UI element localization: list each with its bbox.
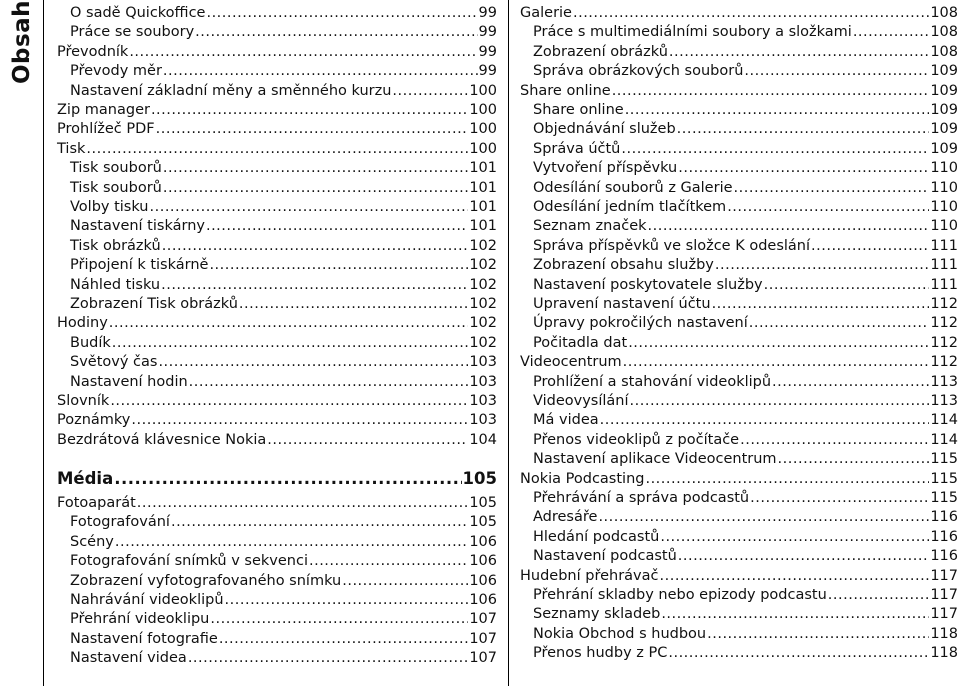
toc-entry-title: Upravení nastavení účtu: [533, 296, 711, 312]
toc-entry[interactable]: [520, 120, 958, 138]
toc-page-number: 106: [469, 553, 497, 570]
toc-entry[interactable]: [57, 353, 497, 371]
toc-page-number: 116: [930, 528, 958, 545]
toc-page-number: 99: [478, 5, 497, 21]
dot-leader: [621, 140, 929, 158]
toc-entry[interactable]: [520, 625, 958, 643]
dot-leader: [225, 591, 469, 609]
dot-leader: [239, 295, 468, 313]
toc-entry[interactable]: [57, 159, 497, 177]
toc-entry[interactable]: [520, 295, 958, 313]
toc-page-number: 100: [469, 82, 497, 99]
dot-leader: [150, 198, 469, 216]
toc-entry-title: Nahrávání videoklipů: [70, 592, 224, 608]
toc-page-number: 107: [469, 611, 497, 628]
dot-leader: [645, 470, 929, 488]
toc-entry[interactable]: [520, 644, 958, 662]
dot-leader: [131, 411, 468, 429]
toc-entry[interactable]: [57, 572, 497, 590]
toc-page-number: 111: [930, 237, 958, 254]
dot-leader: [219, 630, 468, 648]
dot-leader: [744, 62, 929, 80]
toc-page-number: 103: [469, 412, 497, 429]
toc-page-number: 103: [469, 354, 497, 371]
toc-entry-title: Galerie: [520, 5, 572, 21]
toc-page-number: 108: [930, 5, 958, 21]
toc-page-number: 106: [469, 572, 497, 589]
toc-entry-title: Volby tisku: [70, 199, 149, 215]
dot-leader: [210, 610, 468, 628]
toc-entry-title: Přehrání skladby nebo epizody podcastu: [533, 587, 827, 603]
toc-page-number: 104: [469, 431, 497, 448]
section-tab-rule: [43, 0, 44, 686]
toc-page-number: 113: [930, 393, 958, 409]
section-tab: [0, 0, 44, 686]
toc-page-number: 118: [930, 625, 958, 642]
toc-entry-title: Přenos hudby z PC: [533, 645, 668, 662]
toc-page-number: 105: [469, 495, 497, 511]
toc-entry-title: Slovník: [57, 393, 110, 409]
toc-entry[interactable]: [520, 392, 958, 410]
toc-entry[interactable]: [520, 489, 958, 507]
toc-page-number: 105: [469, 514, 497, 531]
toc-entry[interactable]: [520, 101, 958, 119]
toc-page-number: 102: [469, 237, 497, 254]
dot-leader: [600, 411, 930, 429]
dot-leader: [628, 334, 929, 352]
toc-entry[interactable]: [57, 217, 497, 235]
toc-page-number: 114: [930, 412, 958, 429]
dot-leader: [112, 334, 469, 352]
dot-leader: [342, 572, 468, 590]
toc-entry-title: Nastavení fotografie: [70, 630, 218, 647]
dot-leader: [110, 392, 468, 410]
toc-entry-title: Nastavení podcastů: [533, 548, 677, 565]
dot-leader: [161, 276, 468, 294]
toc-entry-title: Zobrazení obsahu služby: [533, 257, 714, 274]
dot-leader: [678, 547, 930, 565]
dot-leader: [669, 43, 929, 61]
dot-leader: [648, 217, 930, 235]
toc-entry[interactable]: [520, 411, 958, 429]
toc-entry-title: Přehrání videoklipu: [70, 611, 210, 628]
dot-leader: [750, 489, 929, 507]
toc-page-number: 109: [930, 82, 958, 99]
toc-page-number: 112: [930, 296, 958, 312]
toc-entry[interactable]: [520, 140, 958, 158]
toc-page-number: 100: [469, 140, 497, 157]
dot-leader: [195, 23, 477, 41]
toc-entry-title: Fotografování: [70, 514, 170, 531]
dot-leader: [189, 373, 469, 391]
toc-page-number: 102: [469, 257, 497, 274]
toc-entry-title: Správa příspěvků ve složce K odeslání: [533, 237, 811, 254]
toc-entry-title: Zip manager: [57, 102, 150, 118]
toc-page-number: 106: [469, 592, 497, 608]
toc-entry-title: Scény: [70, 533, 114, 550]
toc-entry-title: Adresáře: [533, 509, 598, 526]
toc-entry-title: Nastavení aplikace Videocentrum: [533, 451, 777, 468]
toc-page-number: 101: [469, 218, 497, 235]
toc-entry-title: Share online: [533, 102, 624, 118]
dot-leader: [623, 353, 930, 371]
toc-page-number: 118: [930, 645, 958, 662]
toc-entry[interactable]: [520, 314, 958, 332]
toc-page-number: 110: [930, 199, 958, 215]
toc-entry-title: Odesílání jedním tlačítkem: [533, 199, 727, 215]
toc-page-number: 115: [930, 451, 958, 468]
toc-page-number: 110: [930, 179, 958, 196]
toc-entry-title: Videovysílání: [533, 393, 629, 409]
toc-page-number: 114: [930, 431, 958, 448]
toc-entry-title: Nokia Podcasting: [520, 470, 645, 487]
toc-entry[interactable]: [57, 82, 497, 100]
toc-entry[interactable]: [520, 198, 958, 216]
toc-page-number: 117: [930, 567, 958, 584]
toc-entry[interactable]: [520, 547, 958, 565]
toc-page-number: 106: [469, 533, 497, 550]
toc-page-number: 100: [469, 121, 497, 138]
toc-page-number: 108: [930, 43, 958, 60]
toc-entry-title: Přenos videoklipů z počítače: [533, 431, 740, 448]
toc-entry-title: Přehrávání a správa podcastů: [533, 490, 750, 506]
toc-entry[interactable]: [520, 82, 958, 100]
toc-page-number: 115: [930, 490, 958, 506]
toc-entry[interactable]: [520, 237, 958, 255]
toc-page-number: 117: [930, 587, 958, 603]
toc-entry-title: Náhled tisku: [70, 276, 161, 293]
toc-page-number: 99: [478, 24, 497, 41]
dot-leader: [309, 552, 468, 570]
toc-entry[interactable]: [520, 179, 958, 197]
toc-page-number: 113: [930, 373, 958, 390]
dot-leader: [660, 567, 930, 585]
dot-leader: [86, 140, 468, 158]
toc-entry-title: Nokia Obchod s hudbou: [533, 625, 707, 642]
toc-entry[interactable]: [57, 494, 497, 512]
dot-leader: [114, 469, 461, 489]
toc-page-number: 109: [930, 121, 958, 138]
toc-entry[interactable]: [520, 256, 958, 274]
toc-entry-title: Počitadla dat: [533, 334, 628, 351]
toc-entry[interactable]: [520, 217, 958, 235]
toc-entry-title: Nastavení poskytovatele služby: [533, 276, 763, 293]
toc-entry[interactable]: [57, 334, 497, 352]
toc-entry-title: Hodiny: [57, 315, 108, 332]
toc-entry[interactable]: [57, 552, 497, 570]
toc-page-number: 112: [930, 334, 958, 351]
dot-leader: [188, 649, 469, 667]
dot-leader: [109, 314, 469, 332]
toc-entry[interactable]: [57, 591, 497, 609]
toc-page-number: 103: [469, 393, 497, 409]
toc-entry[interactable]: [57, 256, 497, 274]
toc-page-number: 102: [469, 296, 497, 312]
dot-leader: [630, 392, 930, 410]
dot-leader: [677, 120, 930, 138]
toc-page-number: 99: [478, 43, 497, 60]
toc-entry-title: Poznámky: [57, 412, 131, 429]
toc-entry[interactable]: [520, 23, 958, 41]
toc-page-number: 102: [469, 315, 497, 332]
toc-entry[interactable]: [57, 23, 497, 41]
dot-leader: [715, 256, 929, 274]
toc-entry-title: Prohlížeč PDF: [57, 121, 155, 138]
toc-entry-title: Úpravy pokročilých nastavení: [533, 315, 748, 332]
dot-leader: [661, 605, 929, 623]
toc-entry[interactable]: [57, 4, 497, 22]
dot-leader: [206, 217, 468, 235]
toc-page-number: 109: [930, 102, 958, 118]
toc-page-number: 102: [469, 276, 497, 293]
dot-leader: [163, 179, 468, 197]
toc-entry-title: Nastavení videa: [70, 650, 187, 667]
toc-entry[interactable]: [57, 101, 497, 119]
toc-entry-title: Světový čas: [70, 354, 158, 371]
dot-leader: [163, 62, 478, 80]
toc-entry-title: Převody měr: [70, 63, 162, 80]
toc-entry-title: Hudební přehrávač: [520, 567, 659, 584]
toc-entry[interactable]: [520, 373, 958, 391]
dot-leader: [612, 82, 930, 100]
toc-entry-title: Share online: [520, 82, 611, 99]
toc-page-number: 109: [930, 140, 958, 157]
toc-entry[interactable]: [57, 373, 497, 391]
toc-page-number: 112: [930, 315, 958, 332]
toc-entry-title: Tisk obrázků: [70, 237, 161, 254]
toc-page-number: 102: [469, 334, 497, 351]
dot-leader: [772, 373, 929, 391]
dot-leader: [598, 508, 929, 526]
toc-page-number: 107: [469, 650, 497, 667]
dot-leader: [625, 101, 930, 119]
toc-entry[interactable]: [57, 431, 497, 449]
toc-entry-title: Tisk: [57, 140, 86, 157]
toc-entry[interactable]: [57, 649, 497, 667]
dot-leader: [727, 198, 929, 216]
toc-entry-title: Tisk souborů: [70, 160, 162, 177]
toc-entry[interactable]: [57, 140, 497, 158]
dot-leader: [707, 625, 929, 643]
toc-entry[interactable]: [520, 431, 958, 449]
toc-entry[interactable]: [520, 276, 958, 294]
dot-leader: [209, 256, 468, 274]
toc-entry[interactable]: [57, 533, 497, 551]
toc-entry-title: Fotografování snímků v sekvenci: [70, 553, 308, 570]
toc-entry[interactable]: [57, 120, 497, 138]
dot-leader: [171, 513, 468, 531]
toc-entry-title: Připojení k tiskárně: [70, 257, 209, 274]
dot-leader: [678, 159, 929, 177]
toc-page-number: 110: [930, 218, 958, 235]
toc-entry[interactable]: [520, 353, 958, 371]
dot-leader: [749, 314, 930, 332]
toc-entry-title: Správa účtů: [533, 140, 621, 157]
toc-section-heading[interactable]: [57, 469, 497, 489]
toc-entry[interactable]: [520, 567, 958, 585]
toc-entry[interactable]: [520, 586, 958, 604]
section-tab-label: Obsah: [9, 0, 35, 85]
toc-entry-title: Práce se soubory: [70, 24, 195, 41]
toc-entry[interactable]: [520, 62, 958, 80]
dot-leader: [158, 353, 468, 371]
toc-entry[interactable]: [57, 198, 497, 216]
toc-page-number: 110: [930, 160, 958, 177]
toc-entry[interactable]: [57, 314, 497, 332]
dot-leader: [853, 23, 929, 41]
dot-leader: [163, 159, 468, 177]
toc-entry[interactable]: [520, 605, 958, 623]
toc-entry-title: O sadě Quickoffice: [70, 5, 206, 21]
toc-entry[interactable]: [57, 43, 497, 61]
toc-page-number: 101: [469, 199, 497, 215]
toc-entry-title: Nastavení hodin: [70, 373, 188, 390]
toc-page-number: 117: [930, 606, 958, 623]
dot-leader: [764, 276, 930, 294]
toc-entry-title: Tisk souborů: [70, 179, 162, 196]
dot-leader: [156, 120, 469, 138]
toc-page-number: 116: [930, 509, 958, 526]
toc-page-number: 105: [462, 469, 497, 488]
dot-leader: [392, 82, 468, 100]
dot-leader: [151, 101, 468, 119]
toc-entry-title: Správa obrázkových souborů: [533, 63, 744, 80]
dot-leader: [162, 237, 469, 255]
toc-entry[interactable]: [520, 4, 958, 22]
toc-entry[interactable]: [57, 276, 497, 294]
toc-entry-title: Zobrazení Tisk obrázků: [70, 296, 238, 312]
toc-page-number: 109: [930, 63, 958, 80]
toc-entry-title: Práce s multimediálními soubory a složkami: [533, 24, 852, 41]
dot-leader: [811, 237, 929, 255]
toc-entry-title: Objednávání služeb: [533, 121, 676, 138]
toc-page-number: 100: [469, 102, 497, 118]
dot-leader: [129, 43, 477, 61]
toc-entry[interactable]: [520, 450, 958, 468]
toc-entry[interactable]: [57, 630, 497, 648]
toc-page-number: 101: [469, 179, 497, 196]
toc-entry-title: Fotoaparát: [57, 495, 136, 511]
toc-entry[interactable]: [57, 610, 497, 628]
toc-entry[interactable]: [520, 334, 958, 352]
toc-page-number: 103: [469, 373, 497, 390]
toc-entry-title: Převodník: [57, 43, 129, 60]
toc-entry-title: Bezdrátová klávesnice Nokia: [57, 431, 267, 448]
toc-entry[interactable]: [57, 295, 497, 313]
toc-entry-title: Budík: [70, 334, 111, 351]
toc-entry[interactable]: [57, 411, 497, 429]
dot-leader: [206, 4, 477, 22]
dot-leader: [668, 644, 929, 662]
toc-entry[interactable]: [57, 513, 497, 531]
toc-entry-title: Má videa: [533, 412, 599, 429]
toc-entry[interactable]: [520, 159, 958, 177]
toc-entry[interactable]: [520, 528, 958, 546]
toc-entry-title: Seznamy skladeb: [533, 606, 661, 623]
dot-leader: [115, 533, 468, 551]
dot-leader: [828, 586, 930, 604]
toc-page-number: 101: [469, 160, 497, 177]
toc-entry-title: Hledání podcastů: [533, 528, 660, 545]
toc-entry-title: Odesílání souborů z Galerie: [533, 179, 733, 196]
toc-entry[interactable]: [520, 470, 958, 488]
toc-entry-title: Videocentrum: [520, 354, 622, 371]
toc-entry-title: Prohlížení a stahování videoklipů: [533, 373, 772, 390]
toc-entry[interactable]: [520, 508, 958, 526]
toc-entry-title: Nastavení základní měny a směnného kurzu: [70, 82, 392, 99]
toc-entry-title: Zobrazení obrázků: [533, 43, 668, 60]
toc-entry[interactable]: [57, 392, 497, 410]
dot-leader: [137, 494, 469, 512]
toc-page-number: 112: [930, 354, 958, 371]
dot-leader: [734, 179, 930, 197]
toc-entry-title: Vytvoření příspěvku: [533, 160, 678, 177]
toc-page-number: 108: [930, 24, 958, 41]
toc-page-number: 115: [930, 470, 958, 487]
toc-entry-title: Nastavení tiskárny: [70, 218, 205, 235]
toc-page-number: 111: [930, 276, 958, 293]
toc-entry-title: Seznam značek: [533, 218, 647, 235]
toc-entry[interactable]: [57, 179, 497, 197]
toc-entry[interactable]: [57, 62, 497, 80]
dot-leader: [573, 4, 929, 22]
dot-leader: [740, 431, 929, 449]
toc-entry-title: Média: [57, 469, 114, 488]
toc-entry[interactable]: [520, 43, 958, 61]
toc-entry-title: Zobrazení vyfotografovaného snímku: [70, 572, 342, 589]
dot-leader: [267, 431, 468, 449]
dot-leader: [712, 295, 930, 313]
toc-page-number: 116: [930, 548, 958, 565]
dot-leader: [778, 450, 930, 468]
toc-page-number: 99: [478, 63, 497, 80]
toc-page-number: 107: [469, 630, 497, 647]
dot-leader: [660, 528, 929, 546]
column-divider: [508, 0, 509, 686]
toc-entry[interactable]: [57, 237, 497, 255]
toc-page-number: 111: [930, 257, 958, 274]
